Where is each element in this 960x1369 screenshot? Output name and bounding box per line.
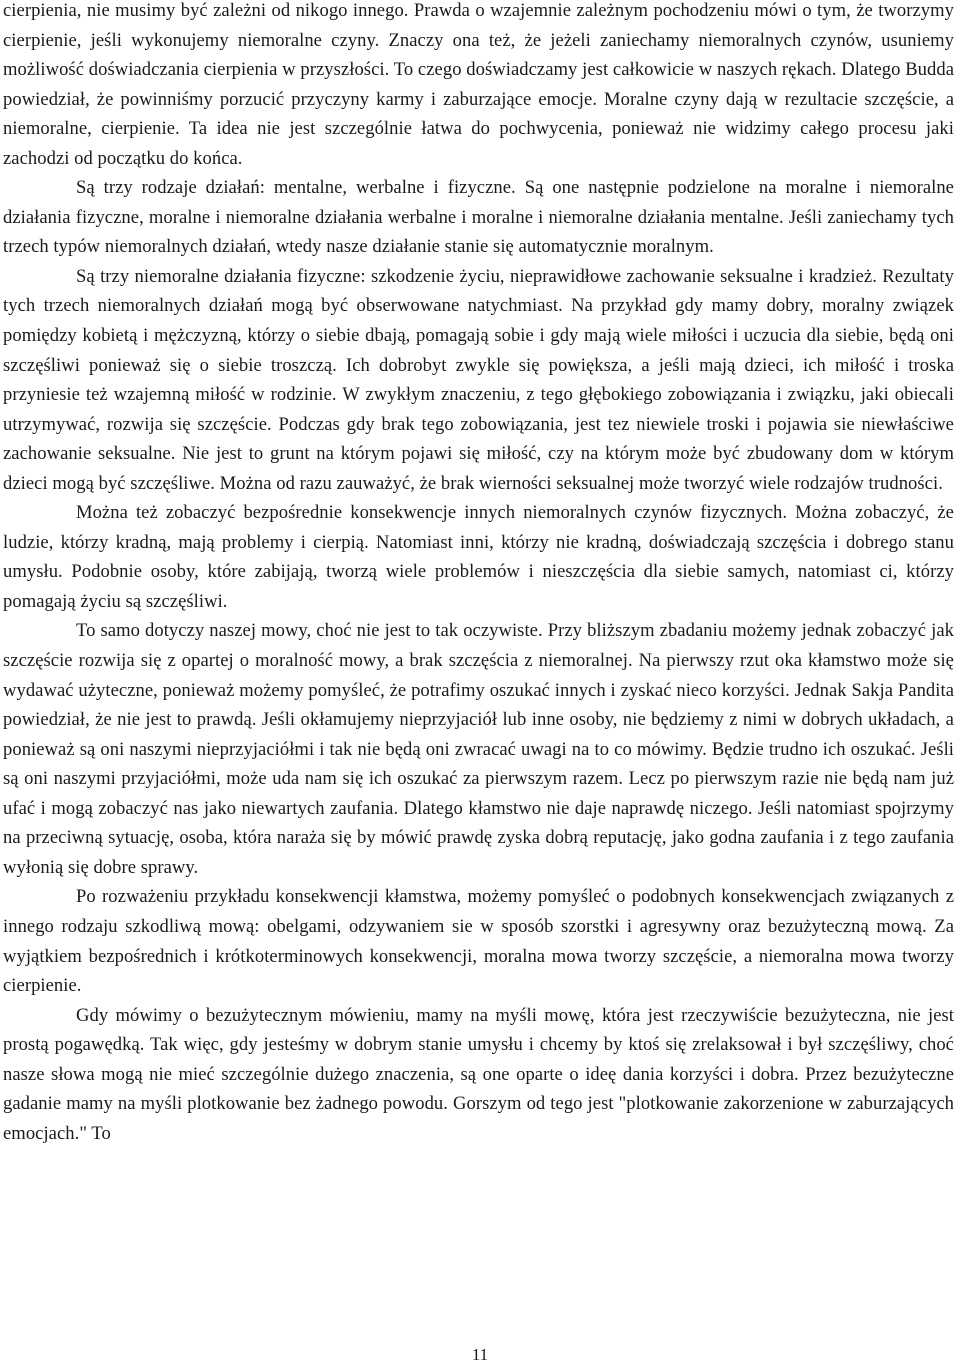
paragraph-6: Po rozważeniu przykładu konsekwencji kłamstwa, możemy pomyśleć o podobnych konsekwencjach związanych z innego rodzaju szkodliwą mową: obelgami, odzywaniem sie w sposób szorstki i agresywny oraz bezużyteczną mową. Za wyjątkiem bezpośrednich i krótkoterminowych konsekwencji, moralna mowa tworzy szczęście, a niemoralna mowa tworzy cierpienie. <box>3 886 954 997</box>
paragraph-1: cierpienia, nie musimy być zależni od nikogo innego. Prawda o wzajemnie zależnym pochodzeniu mówi o tym, że tworzymy cierpienie, jeśli wykonujemy niemoralne czyny. Znaczy ona też, że jeżeli zaniechamy niemoralnych czynów, usuniemy możliwość doświadczania cierpienia w przyszłości. To czego doświadczamy jest całkowicie w naszych rękach. Dlatego Budda powiedział, że powinniśmy porzucić przyczyny karmy i zaburzające emocje. Moralne czyny dają w rezultacie szczęście, a niemoralne, cierpienie. Ta idea nie jest szczególnie łatwa do pochwycenia, ponieważ nie widzimy całego procesu jaki zachodzi od początku do końca. <box>3 0 954 169</box>
paragraph-5: To samo dotyczy naszej mowy, choć nie jest to tak oczywiste. Przy bliższym zbadaniu możemy jednak zobaczyć jak szczęście rozwija się z opartej o moralność mowy, a brak szczęścia z niemoralnej. Na pierwszy rzut oka kłamstwo może się wydawać użyteczne, ponieważ możemy pomyśleć, że potrafimy oszukać innych i zyskać nieco korzyści. Jednak Sakja Pandita powiedział, że nie jest to prawdą. Jeśli okłamujemy nieprzyjaciół lub inne osoby, nie będziemy z nimi w dobrych układach, a ponieważ są oni naszymi nieprzyjaciółmi i tak nie będą oni zwracać uwagi na to co mówimy. Będzie trudno ich oszukać. Jeśli są oni naszymi przyjaciółmi, może uda nam się ich oszukać za pierwszym razem. Lecz po pierwszym razie nie będą nam już ufać i mogą zobaczyć nas jako niewartych zaufania. Dlatego kłamstwo nie daje naprawdę niczego. Jeśli natomiast spojrzymy na przeciwną sytuację, osoba, która naraża się by mówić prawdę zyska dobrą reputację, jako godna zaufania i z tego zaufania wyłonią się dobre sprawy. <box>3 620 954 878</box>
page-number: 11 <box>471 1345 489 1364</box>
paragraph-2: Są trzy rodzaje działań: mentalne, werbalne i fizyczne. Są one następnie podzielone na moralne i niemoralne działania fizyczne, moralne i niemoralne działania werbalne i moralne i niemoralne działania mentalne. Jeśli zaniechamy tych trzech typów niemoralnych działań, wtedy nasze działanie stanie się automatycznie moralnym. <box>3 177 954 258</box>
paragraph-7: Gdy mówimy o bezużytecznym mówieniu, mamy na myśli mowę, która jest rzeczywiście bezużyteczna, nie jest prostą pogawędką. Tak więc, gdy jesteśmy w dobrym stanie umysłu i chcemy by ktoś się zrelaksował i był szczęśliwy, choć nasze słowa mogą nie mieć szczególnie dużego znaczenia, są one oparte o ideę dania korzyści i dobra. Przez bezużyteczne gadanie mamy na myśli plotkowanie bez żadnego powodu. Gorszym od tego jest "plotkowanie zakorzenione w zaburzających emocjach." To <box>3 1004 954 1144</box>
body-text <box>3 0 954 1148</box>
paragraph-3: Są trzy niemoralne działania fizyczne: szkodzenie życiu, nieprawidłowe zachowanie seksualne i kradzież. Rezultaty tych trzech niemoralnych działań mogą być obserwowane natychmiast. Na przykład gdy mamy dobry, moralny związek pomiędzy kobietą i mężczyzną, którzy o siebie dbają, pomagają sobie i gdy mają wiele miłości i uczucia dla siebie, będą oni szczęśliwi ponieważ się o siebie troszczą. Ich dobrobyt zwykle się powiększa, a jeśli mają dzieci, ich miłość i troska przyniesie też wzajemną miłość w rodzinie. W zwykłym znaczeniu, z tego głębokiego zobowiązania i związku, jaki obiecali utrzymywać, rozwija się szczęście. Podczas gdy brak tego zobowiązania, jest tez niewiele troski i pojawia sie niewłaściwe zachowanie seksualne. Nie jest to grunt na którym pojawi się miłość, czy na którym może być zbudowany dom w którym dzieci mogą być szczęśliwe. Można od razu zauważyć, że brak wierności seksualnej może tworzyć wiele rodzajów trudności. <box>3 265 954 494</box>
paragraph-4: Można też zobaczyć bezpośrednie konsekwencje innych niemoralnych czynów fizycznych. Można zobaczyć, że ludzie, którzy kradną, mają problemy i cierpią. Natomiast inni, którzy nie kradną, doświadczają szczęścia i dobrego stanu umysłu. Podobnie osoby, które zabijają, tworzą wiele problemów i nieszczęścia dla siebie samych, natomiast ci, którzy pomagają życiu są szczęśliwi. <box>3 502 954 612</box>
